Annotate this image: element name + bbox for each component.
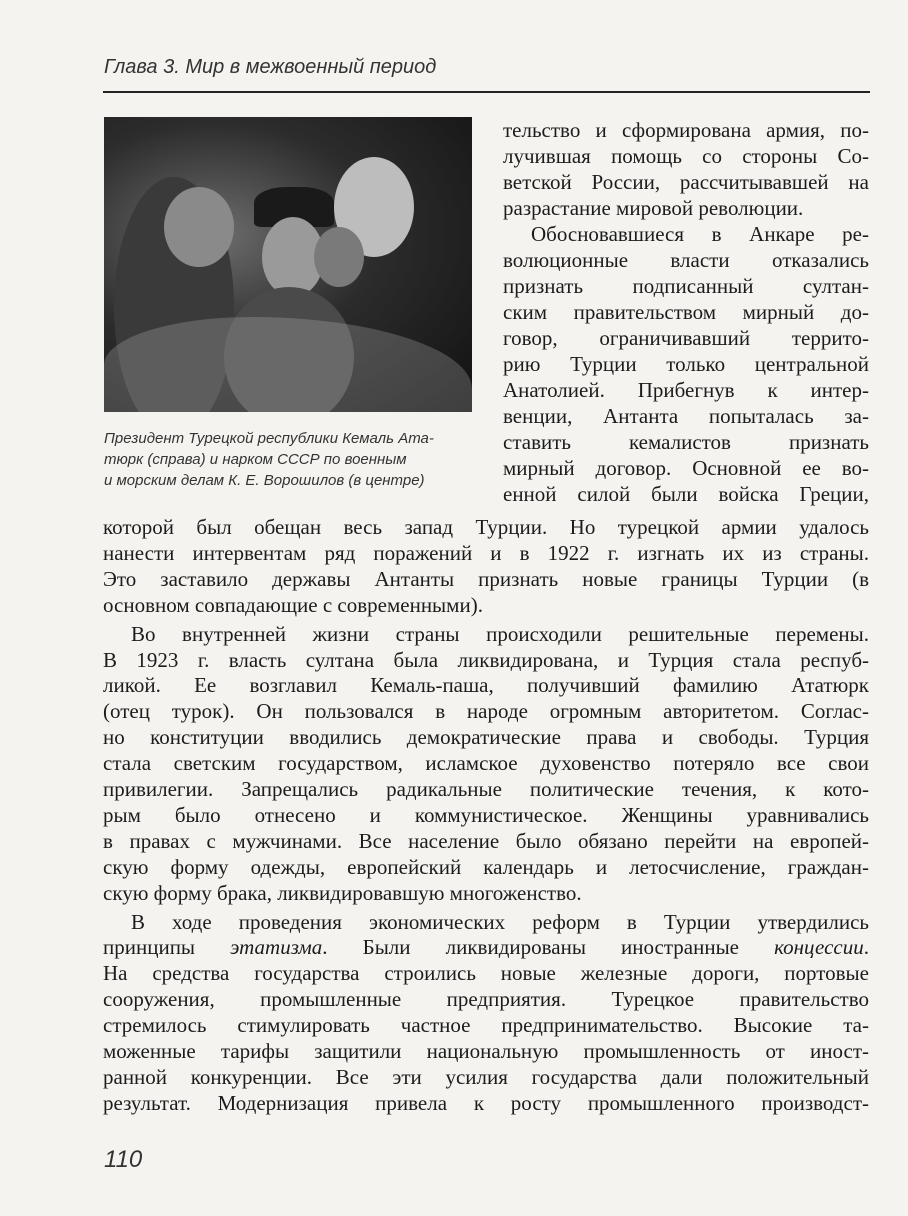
text-line: ским правительством мирный до- — [503, 300, 869, 324]
text-line: венции, Антанта попыталась за- — [503, 404, 869, 428]
page-number: 110 — [104, 1146, 143, 1173]
text-line: ранной конкуренции. Все эти усилия государства дали положительный — [103, 1064, 869, 1089]
text-line: которой был обещан весь запад Турции. Но турецкой армии удалось — [103, 515, 869, 539]
term-italic: этатизма — [230, 935, 323, 960]
text-line: Это заставило державы Антанты признать новые границы Турции (в — [103, 566, 869, 591]
text-line: рым было отнесено и коммунистическое. Женщины уравнивались — [103, 802, 869, 827]
text-line: скую форму брака, ликвидировавшую многоженство. — [103, 880, 582, 905]
text-line: волюционные власти отказались — [503, 248, 869, 272]
text-line: ветской России, рассчитывавшей на — [503, 170, 869, 194]
text-line: привилегии. Запрещались радикальные политические течения, к кото- — [103, 777, 869, 801]
text-segment: . — [863, 935, 869, 960]
caption-line: Президент Турецкой республики Кемаль Ата- — [104, 430, 434, 447]
text-line: но конституции вводились демократические права и свободы. Турция — [103, 725, 869, 750]
text-line: сооружения, промышленные предприятия. Турецкое правительство — [103, 987, 869, 1012]
text-line: В 1923 г. власть султана была ликвидирована, и Турция стала респуб- — [103, 647, 869, 672]
text-line: скую форму одежды, европейский календарь и летосчисление, граждан- — [103, 854, 869, 879]
header-rule — [103, 91, 870, 93]
text-line — [103, 934, 869, 960]
text-line: енной силой были войска Греции, — [503, 482, 869, 506]
chapter-header: Глава 3. Мир в межвоенный период — [104, 56, 437, 78]
text-segment: принципы — [103, 935, 231, 960]
text-line: рию Турции только центральной — [503, 352, 869, 376]
text-line: стала светским государством, исламское духовенство потеряло все свои — [103, 751, 869, 776]
text-line: в правах с мужчинами. Все население было обязано перейти на европей- — [103, 828, 869, 853]
text-line: лучившая помощь со стороны Со- — [503, 144, 869, 168]
text-segment: . Были ликвидированы иностранные — [322, 935, 775, 960]
text-line: нанести интервентам ряд поражений и в 1922 г. изгнать их из страны. — [103, 540, 869, 565]
text-line: признать подписанный султан- — [503, 274, 869, 298]
text-line: Обосновавшиеся в Анкаре ре- — [531, 222, 869, 246]
text-line: На средства государства строились новые железные дороги, портовые — [103, 961, 869, 986]
text-line: говор, ограничивавший террито- — [503, 326, 869, 350]
text-line: мирный договор. Основной ее во- — [503, 456, 869, 480]
text-line: моженные тарифы защитили национальную промышленность от иност- — [103, 1039, 869, 1063]
historical-photo — [104, 117, 472, 412]
caption-line: и морским делам К. Е. Ворошилов (в центре) — [104, 472, 425, 489]
text-line: ликой. Ее возглавил Кемаль-паша, получивший фамилию Ататюрк — [103, 673, 869, 698]
text-line: разрастание мировой революции. — [503, 196, 804, 220]
text-line: результат. Модернизация привела к росту промышленного производст- — [103, 1090, 869, 1115]
text-line: (отец турок). Он пользовался в народе огромным авторитетом. Соглас- — [103, 699, 869, 724]
text-line: ставить кемалистов признать — [503, 430, 869, 454]
text-line: Во внутренней жизни страны происходили решительные перемены. — [131, 621, 869, 646]
text-line: Анатолией. Прибегнув к интер- — [503, 378, 869, 402]
term-italic: концессии — [774, 935, 864, 960]
text-line: тельство и сформирована армия, по- — [503, 118, 869, 142]
photo-caption — [104, 428, 469, 491]
caption-line: тюрк (справа) и нарком СССР по военным — [104, 451, 407, 468]
text-line: В ходе проведения экономических реформ в Турции утвердились — [131, 909, 869, 934]
text-line: стремилось стимулировать частное предпринимательство. Высокие та- — [103, 1013, 869, 1038]
text-line: основном совпадающие с современными). — [103, 592, 483, 617]
